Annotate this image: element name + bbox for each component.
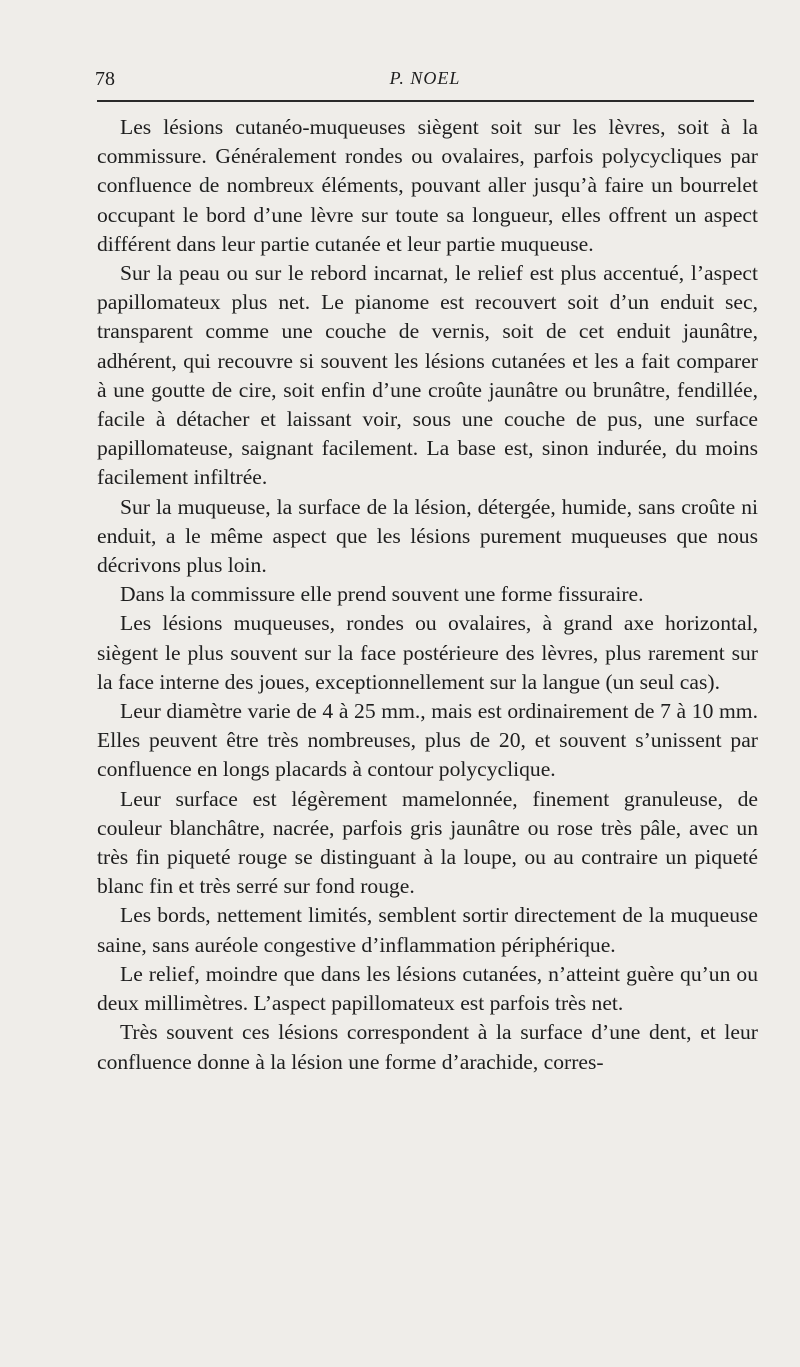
paragraph: Sur la peau ou sur le rebord incarnat, le relief est plus accentué, l’aspect papillomateux plus net. Le pianome est recouvert soit d’un enduit sec, transparent comme une couche de vernis, soit de cet enduit jaunâtre, adhérent, qui recouvre si souvent les lésions cutanées et les a fait comparer à une goutte de cire, soit enfin d’une croûte jaunâtre ou brunâtre, fendillée, facile à détacher et laissant voir, sous une couche de pus, une surface papillomateuse, saignant facilement. La base est, sinon indurée, du moins facilement infiltrée. (97, 261, 758, 490)
page-header (95, 68, 755, 98)
paragraph: Leur surface est légèrement mamelonnée, finement granuleuse, de couleur blanchâtre, nacrée, parfois gris jaunâtre ou rose très pâle, avec un très fin piqueté rouge se distinguant à la loupe, ou au contraire un piqueté blanc fin et très serré sur fond rouge. (97, 786, 758, 899)
paragraph: Très souvent ces lésions correspondent à la surface d’une dent, et leur confluence donne à la lésion une forme d’arachide, corres- (97, 1020, 758, 1074)
paragraph: Les lésions muqueuses, rondes ou ovalaires, à grand axe horizontal, siègent le plus souvent sur la face postérieure des lèvres, plus rarement sur la face interne des joues, exceptionnellement sur la langue (un seul cas). (97, 611, 758, 694)
page-number: 78 (95, 68, 115, 90)
paragraph: Dans la commissure elle prend souvent une forme fissuraire. (120, 582, 644, 607)
paragraph: Les lésions cutanéo-muqueuses siègent soit sur les lèvres, soit à la commissure. Généralement rondes ou ovalaires, parfois polycycliques par confluence de nombreux éléments, pouvant aller jusqu’à faire un bourrelet occupant le bord d’une lèvre sur toute sa longueur, elles offrent un aspect différent dans leur partie cutanée et leur partie muqueuse. (97, 115, 758, 256)
running-head: P. NOEL (389, 68, 461, 88)
paragraph: Le relief, moindre que dans les lésions cutanées, n’atteint guère qu’un ou deux millimètres. L’aspect papillomateux est parfois très net. (97, 961, 758, 1016)
paragraph: Sur la muqueuse, la surface de la lésion, détergée, humide, sans croûte ni enduit, a le même aspect que les lésions purement muqueuses que nous décrivons plus loin. (97, 494, 758, 578)
header-rule (97, 100, 754, 102)
paragraph: Les bords, nettement limités, semblent sortir directement de la muqueuse saine, sans auréole congestive d’inflammation périphérique. (97, 903, 758, 957)
paragraph: Leur diamètre varie de 4 à 25 mm., mais est ordinairement de 7 à 10 mm. Elles peuvent être très nombreuses, plus de 20, et souvent s’unissent par confluence en longs placards à contour polycyclique. (97, 699, 758, 782)
body-text (97, 113, 758, 1077)
